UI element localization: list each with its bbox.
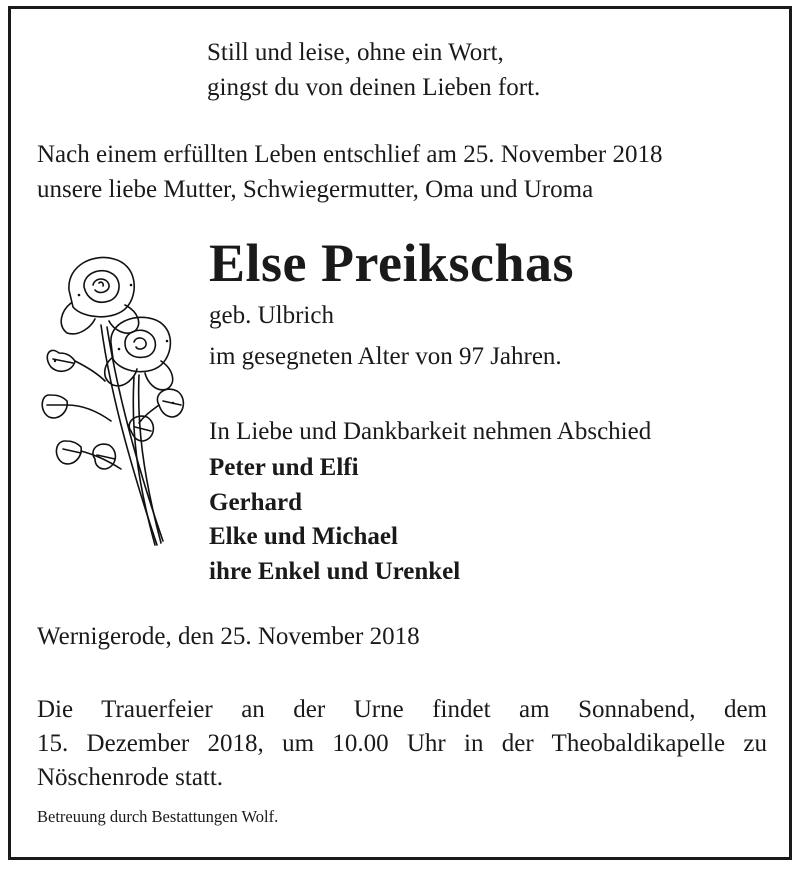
mourner: ihre Enkel und Urenkel bbox=[209, 558, 461, 585]
roses-icon bbox=[39, 245, 199, 551]
place-date: Wernigerode, den 25. November 2018 bbox=[37, 623, 420, 650]
service-line-3: Nöschenrode statt. bbox=[37, 764, 224, 791]
mourner: Peter und Elfi bbox=[209, 454, 359, 481]
mourning-intro: In Liebe und Dankbarkeit nehmen Abschied bbox=[209, 418, 652, 445]
service-line-2: 15. Dezember 2018, um 10.00 Uhr in der Theobaldikapelle zu bbox=[37, 730, 767, 757]
announcement-intro bbox=[37, 137, 662, 207]
intro-line-2: unsere liebe Mutter, Schwiegermutter, Oma und Uroma bbox=[37, 176, 594, 203]
funeral-home-credit: Betreuung durch Bestattungen Wolf. bbox=[37, 807, 279, 826]
mourner: Gerhard bbox=[209, 489, 303, 516]
intro-line-1: Nach einem erfüllten Leben entschlief am 25. November 2018 bbox=[37, 141, 663, 168]
verse bbox=[207, 35, 540, 105]
mourner: Elke und Michael bbox=[209, 523, 398, 550]
birth-name: geb. Ulbrich bbox=[209, 302, 334, 329]
service-line-1: Die Trauerfeier an der Urne findet am Sonnabend, dem bbox=[37, 696, 767, 723]
age-line: im gesegneten Alter von 97 Jahren. bbox=[209, 343, 562, 370]
verse-line-2: gingst du von deinen Lieben fort. bbox=[207, 74, 541, 101]
obituary-notice bbox=[8, 6, 792, 860]
funeral-service-info bbox=[37, 693, 767, 795]
deceased-name: Else Preikschas bbox=[209, 233, 575, 293]
verse-line-1: Still und leise, ohne ein Wort, bbox=[207, 39, 504, 66]
